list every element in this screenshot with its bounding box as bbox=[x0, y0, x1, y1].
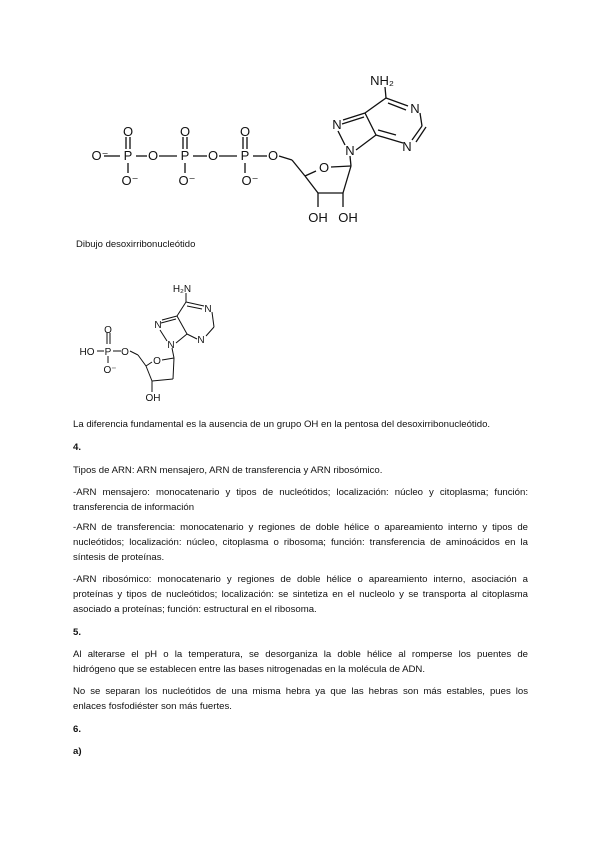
text-line: Al alterarse el pH o la temperatura, se desorganiza la doble hélice al romperse los puentes de bbox=[73, 649, 528, 660]
text-line: asociado a proteínas; función: estructural en el ribosoma. bbox=[73, 604, 317, 615]
text-line: enlaces fosfodiéster son más fuertes. bbox=[73, 701, 232, 712]
atom-o-minus: O⁻ bbox=[103, 365, 117, 376]
atom-oh: OH bbox=[338, 210, 358, 225]
heading-question-4: 4. bbox=[73, 442, 82, 453]
text-line: transferencia de información bbox=[73, 502, 195, 513]
paragraph-arn-types: Tipos de ARN: ARN mensajero, ARN de transferencia y ARN ribosómico. bbox=[73, 465, 383, 476]
atom-n: N bbox=[154, 320, 162, 331]
atom-o: O bbox=[147, 148, 159, 163]
subheading-a: a) bbox=[73, 746, 82, 757]
atom-o-minus: O⁻ bbox=[91, 148, 109, 163]
atom-n: N bbox=[402, 139, 412, 154]
atom-n: N bbox=[197, 335, 205, 346]
atom-o: O bbox=[153, 356, 161, 367]
paragraph-arn-transferencia bbox=[73, 520, 528, 565]
heading-question-5: 5. bbox=[73, 627, 82, 638]
atom-o: O bbox=[207, 148, 219, 163]
atom-n: N bbox=[345, 143, 355, 158]
atom-oh: OH bbox=[308, 210, 328, 225]
atom-o: O bbox=[121, 347, 129, 358]
paragraph-arn-ribosomico bbox=[73, 572, 528, 617]
atom-p: P bbox=[104, 347, 112, 358]
atom-n: N bbox=[332, 117, 342, 132]
text-line: síntesis de proteínas. bbox=[73, 552, 165, 563]
atom-n: N bbox=[410, 101, 420, 116]
text-line: -ARN mensajero: monocatenario y tipos de nucleótidos; localización: núcleo y citoplasma; función: bbox=[73, 487, 528, 498]
text-line: -ARN de transferencia: monocatenario y regiones de doble hélice o apareamiento interno y tipos de bbox=[73, 522, 528, 533]
text-line: hidrógeno que se establecen entre las bases nitrogenadas en la molécula de ADN. bbox=[73, 664, 426, 675]
atom-o: O bbox=[267, 148, 279, 163]
heading-question-6: 6. bbox=[73, 724, 82, 735]
atom-o: O bbox=[179, 124, 191, 139]
atom-nh2: NH₂ bbox=[370, 73, 394, 88]
atom-o: O bbox=[122, 124, 134, 139]
atom-o-minus: O⁻ bbox=[241, 173, 259, 188]
atom-o: O bbox=[239, 124, 251, 139]
atom-p: P bbox=[240, 148, 250, 163]
paragraph-phosphodiester bbox=[73, 684, 528, 714]
atom-n: N bbox=[167, 340, 175, 351]
atom-ho: HO bbox=[79, 347, 95, 358]
atom-o-minus: O⁻ bbox=[121, 173, 139, 188]
paragraph-denaturation bbox=[73, 647, 528, 677]
atom-o-minus: O⁻ bbox=[178, 173, 196, 188]
text-line: No se separan los nucleótidos de una misma hebra ya que las hebras son más estables, pues los bbox=[73, 686, 528, 697]
atom-n: N bbox=[204, 304, 212, 315]
text-line: proteínas y tipos de nucleótidos; localización: se sintetiza en el nucleolo y se transporta al citoplasma bbox=[73, 589, 528, 600]
figure-caption: Dibujo desoxirribonucleótido bbox=[76, 239, 196, 250]
deoxyribonucleotide-structure bbox=[0, 0, 599, 420]
paragraph-difference: La diferencia fundamental es la ausencia de un grupo OH en la pentosa del desoxirribonucleótido. bbox=[73, 419, 491, 430]
atom-o: O bbox=[104, 325, 112, 336]
atom-h2n: H₂N bbox=[172, 284, 192, 295]
atom-p: P bbox=[123, 148, 133, 163]
text-line: nucleótidos; localización: núcleo, citoplasma o ribosoma; función: transferencia de aminoácidos en la bbox=[73, 537, 528, 548]
atom-p: P bbox=[180, 148, 190, 163]
atom-o: O bbox=[318, 160, 330, 175]
paragraph-arn-mensajero bbox=[73, 485, 528, 515]
atom-oh: OH bbox=[145, 393, 161, 404]
text-line: -ARN ribosómico: monocatenario y regiones de doble hélice o apareamiento interno, asociación a bbox=[73, 574, 528, 585]
